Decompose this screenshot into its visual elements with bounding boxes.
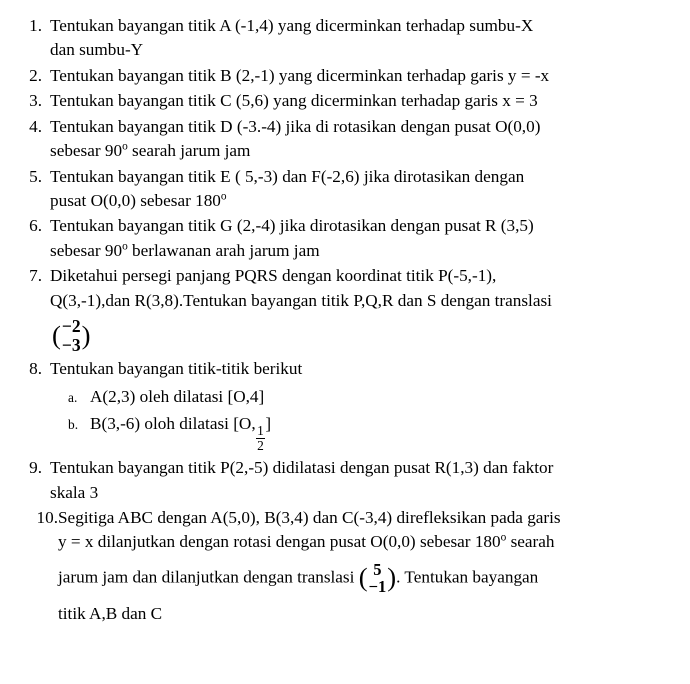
question-item-5 [16,165,672,214]
question-body [50,64,672,88]
column-vector [359,561,396,596]
question-line-degree [50,189,672,213]
question-number: 2. [29,65,42,85]
question-line: titik A,B dan C [58,603,163,623]
question-item-10 [16,506,672,626]
question-list [16,14,672,626]
question-number: 6. [29,216,42,236]
vector-top: 5 [373,559,382,579]
sub-question-item-a [50,384,672,410]
question-number: 7. [29,266,42,286]
question-line: Segitiga ABC dengan A(5,0), B(3,4) dan C(-3,4) direfleksikan pada garis [58,508,561,528]
question-number: 9. [29,458,42,478]
translation-vector [50,317,672,354]
question-line: skala 3 [50,482,99,502]
question-item-2 [16,64,672,88]
question-number: 1. [29,16,42,35]
degree-symbol: o [122,240,128,253]
degree-symbol: o [220,190,227,203]
sub-question-text: A(2,3) oleh dilatasi [O,4] [90,386,265,406]
question-line-degree [50,239,672,263]
sub-question-text [90,411,672,452]
question-number: 8. [29,359,42,379]
fraction-denominator: 2 [257,437,264,453]
line-text-post: berlawanan arah jarum jam [127,240,320,260]
question-line: Q(3,-1),dan R(3,8).Tentukan bayangan titik P,Q,R dan S dengan translasi [50,290,552,310]
vector-bottom: −3 [61,334,81,355]
question-line: Tentukan bayangan titik B (2,-1) yang dicerminkan terhadap garis y = -x [50,65,550,85]
fraction-numerator: 1 [257,423,264,439]
question-body [50,456,672,505]
question-line: Tentukan bayangan titik A (-1,4) yang dicerminkan terhadap sumbu-X [50,16,534,35]
question-item-3 [16,89,672,113]
question-line: dan sumbu-Y [50,40,144,60]
sub-question-item-b [50,411,672,452]
right-paren: ) [387,562,397,593]
question-item-9 [16,456,672,505]
vector-cells [368,561,388,596]
question-line: Diketahui persegi panjang PQRS dengan koordinat titik P(-5,-1), [50,266,497,286]
question-body [50,214,672,263]
question-body [50,14,672,63]
line-text-post: searah jarum jam [127,141,251,161]
question-body [50,115,672,164]
sub-question-label: a. [68,389,78,405]
line-text-post: searah [506,532,555,552]
sub-question-list [50,384,672,453]
left-paren: ( [358,562,368,593]
line-text-pre: pusat O(0,0) sebesar 180 [50,190,221,210]
vector-cells [61,317,82,354]
question-line: Tentukan bayangan titik C (5,6) yang dicerminkan terhadap garis x = 3 [50,91,538,111]
question-line: Tentukan bayangan titik P(2,-5) didilatasi dengan pusat R(1,3) dan faktor [50,458,554,478]
question-line-degree [50,139,672,163]
degree-symbol: o [122,140,128,153]
question-body [50,357,672,454]
right-paren: ) [81,319,91,350]
vector-top: −2 [61,316,81,337]
question-body [50,264,672,356]
degree-symbol: o [500,531,507,544]
question-line: Tentukan bayangan titik G (2,-4) jika dirotasikan dengan pusat R (3,5) [50,216,534,236]
question-line: Tentukan bayangan titik-titik berikut [50,359,303,379]
line-text-pre: y = x dilanjutkan dengan rotasi dengan pusat O(0,0) sebesar 180 [58,532,501,552]
question-body [58,506,672,626]
sub-question-label: b. [68,417,79,433]
fraction-one-half [256,424,265,452]
vector-bottom: −1 [368,577,387,597]
question-item-4 [16,115,672,164]
sub-text-post: ] [265,414,272,434]
question-item-8 [16,357,672,454]
question-line: Tentukan bayangan titik E ( 5,-3) dan F(-2,6) jika dirotasikan dengan [50,166,525,186]
question-number: 4. [29,116,42,136]
question-number: 3. [29,91,42,111]
column-vector [52,317,91,354]
question-number: 10. [36,508,58,528]
line-text-pre: sebesar 90 [50,240,123,260]
line-text-pre: sebesar 90 [50,141,123,161]
sub-text-pre: B(3,-6) oloh dilatasi [O, [90,414,256,434]
question-item-6 [16,214,672,263]
line-text-pre: jarum jam dan dilanjutkan dengan translasi [58,567,359,587]
question-item-1 [16,14,672,63]
question-line-vector [58,561,672,596]
question-number: 5. [29,166,42,186]
left-paren: ( [52,319,61,350]
question-line-degree [58,530,672,554]
question-item-7 [16,264,672,356]
line-text-post: . Tentukan bayangan [396,567,539,587]
question-body [50,165,672,214]
question-line: Tentukan bayangan titik D (-3.-4) jika di rotasikan dengan pusat O(0,0) [50,116,541,136]
question-body [50,89,672,113]
